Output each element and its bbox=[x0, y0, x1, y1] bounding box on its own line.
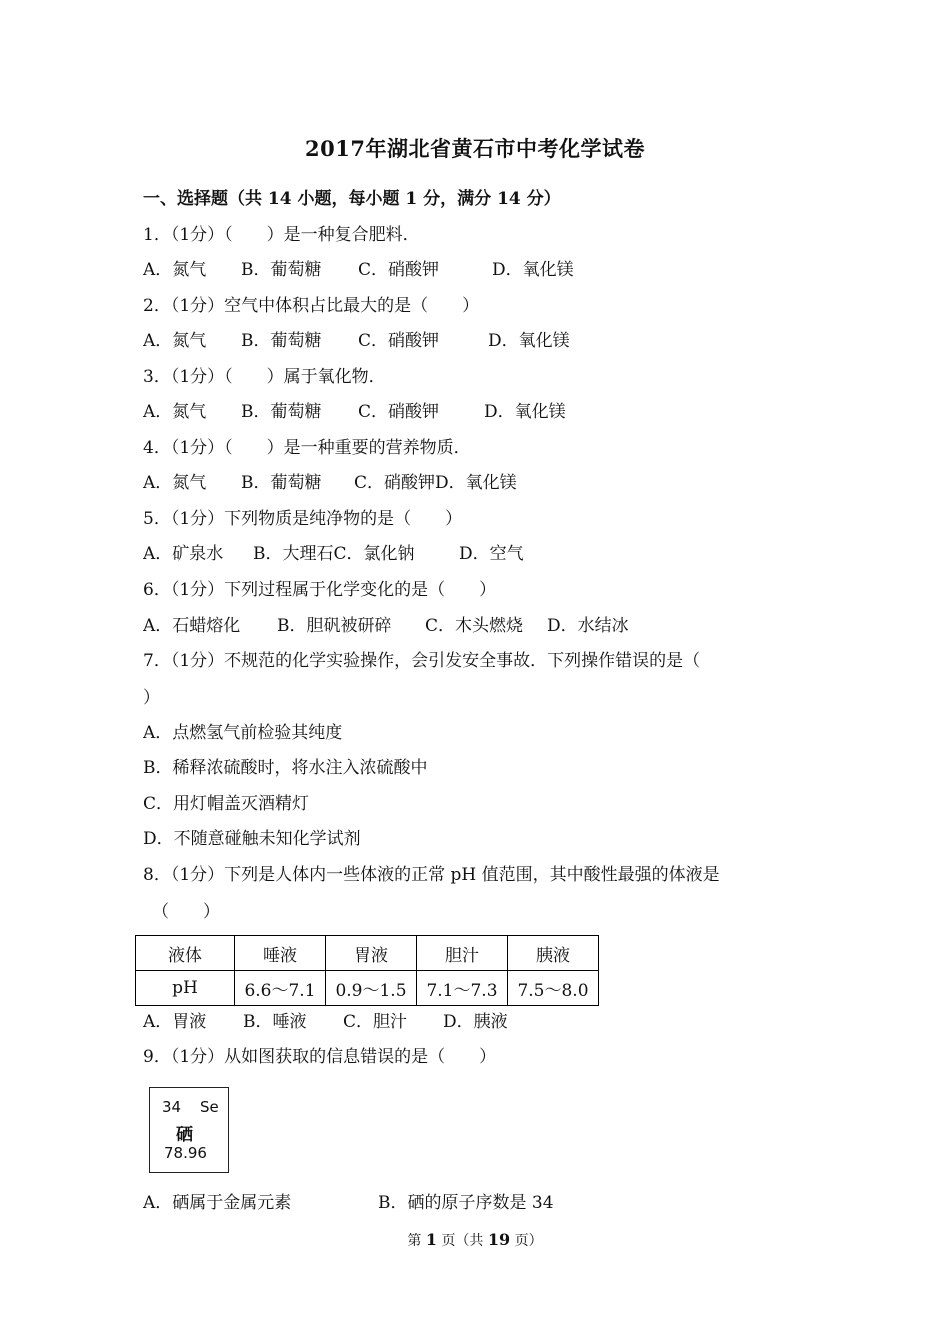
option-c: C．硝酸钾 bbox=[358, 331, 440, 351]
question-6-stem: 6．（1分）下列过程属于化学变化的是（ ） bbox=[143, 580, 497, 600]
option-a: A．石蜡熔化 bbox=[143, 616, 241, 636]
option-a: A．氮气 bbox=[143, 402, 207, 422]
element-card bbox=[149, 1087, 229, 1173]
atomic-number: 34 bbox=[162, 1098, 182, 1116]
page-footer bbox=[0, 1230, 950, 1250]
option-a: A．氮气 bbox=[143, 260, 207, 280]
option-b: B．葡萄糖 bbox=[241, 402, 322, 422]
option-b: B．葡萄糖 bbox=[241, 260, 322, 280]
option-c: C．硝酸钾 bbox=[358, 402, 440, 422]
option-d: D．水结冰 bbox=[547, 616, 629, 636]
page-title: 2017年湖北省黄石市中考化学试卷 bbox=[305, 136, 645, 161]
option-a: A．氮气 bbox=[143, 473, 207, 493]
option-d: D．氧化镁 bbox=[488, 331, 570, 351]
footer-suffix: 页） bbox=[514, 1233, 543, 1249]
question-5-options bbox=[143, 543, 524, 565]
option-a: A．硒属于金属元素 bbox=[143, 1193, 292, 1213]
question-1-options bbox=[143, 259, 574, 281]
question-3-options bbox=[143, 401, 566, 423]
total-page-number: 19 bbox=[487, 1230, 511, 1249]
option-d: D．空气 bbox=[459, 544, 524, 564]
table-header-cell: 唾液 bbox=[235, 936, 326, 971]
table-header-cell: 胃液 bbox=[326, 936, 417, 971]
section-heading: 一、选择题（共 14 小题，每小题 1 分，满分 14 分） bbox=[143, 189, 561, 209]
option-b: B．硒的原子序数是 34 bbox=[378, 1193, 554, 1213]
table-cell: 7.1～7.3 bbox=[417, 971, 508, 1006]
question-6-options bbox=[143, 615, 629, 637]
table-cell: 7.5～8.0 bbox=[508, 971, 599, 1006]
footer-middle: 页（共 bbox=[441, 1233, 484, 1249]
atomic-mass: 78.96 bbox=[164, 1144, 207, 1162]
option-b: B．唾液 bbox=[243, 1012, 307, 1032]
option-b: B．葡萄糖 bbox=[241, 473, 322, 493]
element-name: 硒 bbox=[176, 1125, 193, 1145]
option-d: D．氧化镁 bbox=[492, 260, 574, 280]
option-c: C．硝酸钾 bbox=[358, 260, 440, 280]
question-8-stem-cont: （ ） bbox=[152, 902, 220, 922]
question-3-stem: 3．（1分）（ ）属于氧化物． bbox=[143, 367, 386, 387]
element-symbol: Se bbox=[200, 1098, 219, 1116]
question-7-stem-cont: ） bbox=[143, 688, 160, 708]
question-7-stem: 7．（1分）不规范的化学实验操作，会引发安全事故．下列操作错误的是（ bbox=[143, 651, 701, 671]
option-a: A．矿泉水 bbox=[143, 544, 224, 564]
table-cell: pH bbox=[136, 971, 235, 1006]
option-a: A．点燃氢气前检验其纯度 bbox=[143, 723, 343, 743]
option-b: B．葡萄糖 bbox=[241, 331, 322, 351]
option-cd: C．硝酸钾D．氧化镁 bbox=[354, 473, 517, 493]
table-cell: 0.9～1.5 bbox=[326, 971, 417, 1006]
question-4-stem: 4．（1分）（ ）是一种重要的营养物质． bbox=[143, 438, 471, 458]
table-header-cell: 胰液 bbox=[508, 936, 599, 971]
question-9-stem: 9．（1分）从如图获取的信息错误的是（ ） bbox=[143, 1047, 497, 1067]
table-row bbox=[136, 971, 599, 1006]
option-d: D．胰液 bbox=[443, 1012, 508, 1032]
question-1-stem: 1．（1分）（ ）是一种复合肥料． bbox=[143, 225, 420, 245]
option-bc: B．大理石C．氯化钠 bbox=[253, 544, 415, 564]
table-header-cell: 胆汁 bbox=[417, 936, 508, 971]
table-header-cell: 液体 bbox=[136, 936, 235, 971]
option-c: C．木头燃烧 bbox=[425, 616, 524, 636]
question-2-options bbox=[143, 330, 570, 352]
table-cell: 6.6～7.1 bbox=[235, 971, 326, 1006]
question-8-stem: 8．（1分）下列是人体内一些体液的正常 pH 值范围，其中酸性最强的体液是 bbox=[143, 865, 720, 885]
question-4-options bbox=[143, 472, 517, 494]
ph-table bbox=[135, 935, 599, 1006]
question-9-options bbox=[143, 1192, 554, 1214]
option-d: D．氧化镁 bbox=[484, 402, 566, 422]
option-c: C．胆汁 bbox=[343, 1012, 408, 1032]
option-b: B．稀释浓硫酸时，将水注入浓硫酸中 bbox=[143, 758, 428, 778]
option-c: C．用灯帽盖灭酒精灯 bbox=[143, 794, 310, 814]
question-8-options bbox=[143, 1011, 508, 1033]
footer-prefix: 第 bbox=[407, 1233, 422, 1249]
option-a: A．氮气 bbox=[143, 331, 207, 351]
table-row bbox=[136, 936, 599, 971]
option-b: B．胆矾被研碎 bbox=[277, 616, 392, 636]
question-5-stem: 5．（1分）下列物质是纯净物的是（ ） bbox=[143, 509, 463, 529]
question-2-stem: 2．（1分）空气中体积占比最大的是（ ） bbox=[143, 296, 480, 316]
current-page-number: 1 bbox=[425, 1230, 437, 1249]
option-a: A．胃液 bbox=[143, 1012, 207, 1032]
option-d: D．不随意碰触未知化学试剂 bbox=[143, 829, 361, 849]
